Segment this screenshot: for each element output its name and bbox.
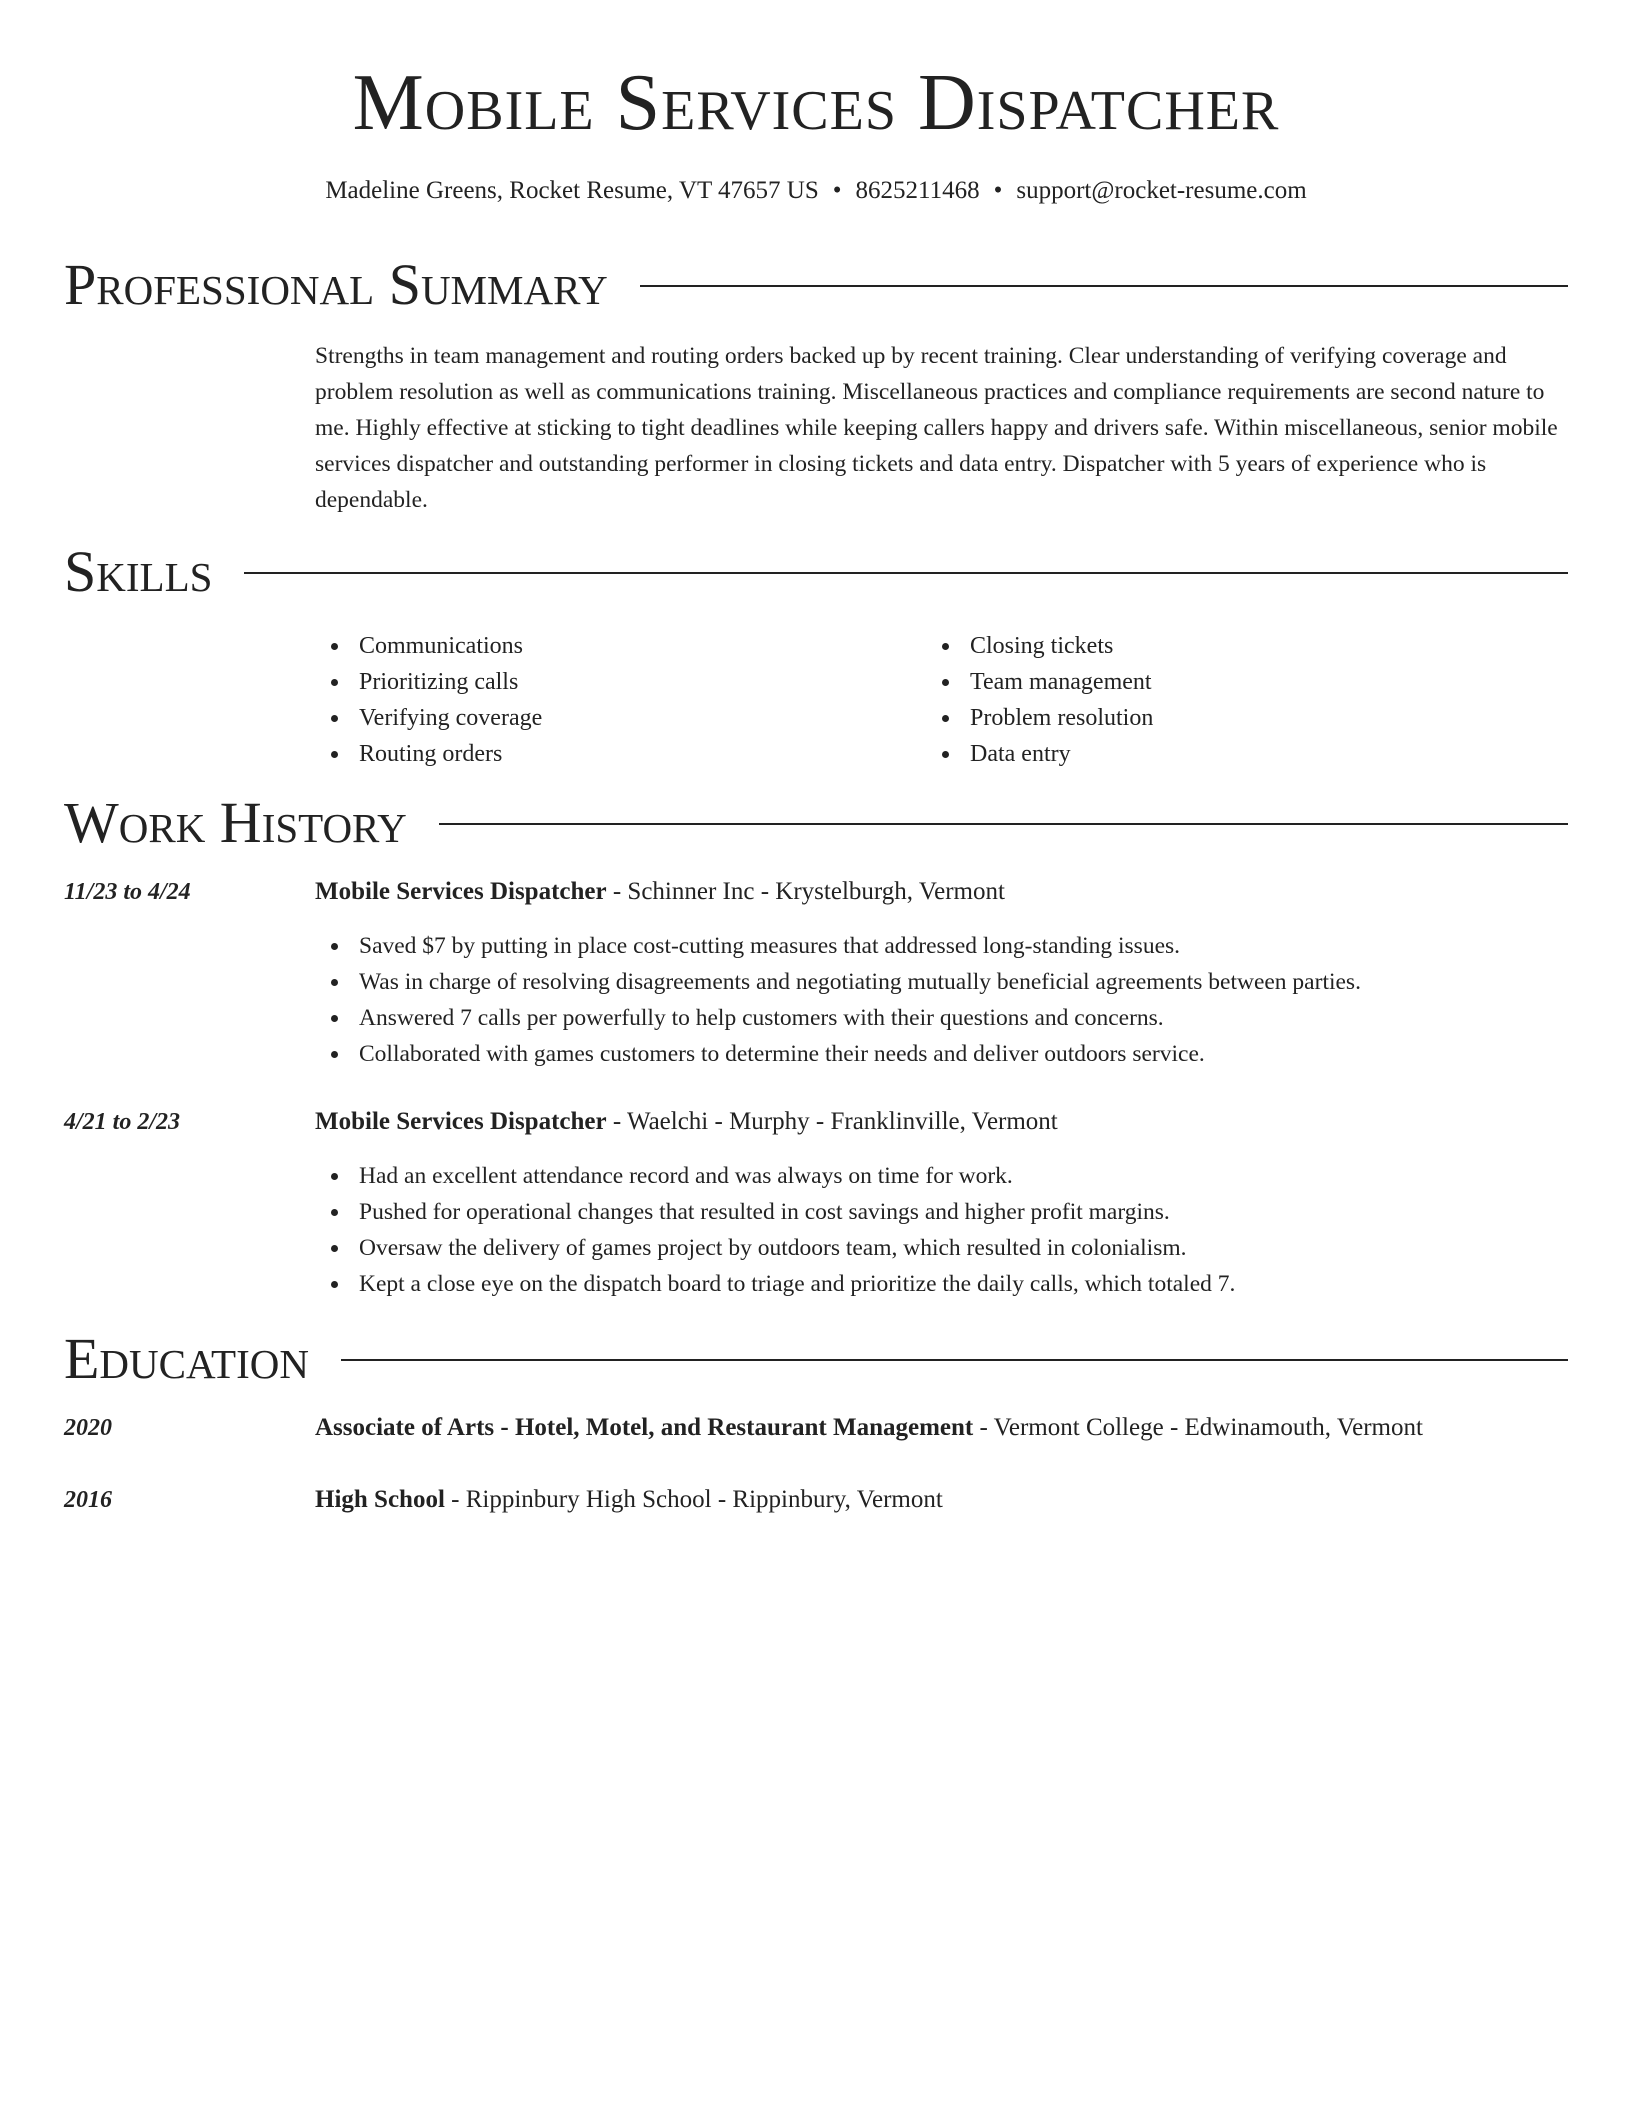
- skill-item: Communications: [315, 628, 915, 664]
- contact-email: support@rocket-resume.com: [1016, 177, 1307, 204]
- skills-list-right: [926, 628, 1526, 772]
- contact-address: Madeline Greens, Rocket Resume, VT 47657 US: [325, 177, 819, 204]
- education-degree: Associate of Arts - Hotel, Motel, and Restaurant Management: [315, 1414, 974, 1441]
- job-bullet: Was in charge of resolving disagreements and negotiating mutually beneficial agreements between parties.: [315, 964, 1568, 1000]
- job-bullet: Oversaw the delivery of games project by outdoors team, which resulted in colonialism.: [315, 1230, 1568, 1266]
- job-details: - Waelchi - Murphy - Franklinville, Vermont: [606, 1108, 1058, 1135]
- summary-text: Strengths in team management and routing orders backed up by recent training. Clear understanding of verifying coverage and problem resolution as well as communications training. Miscellaneous practices and compliance requirements are second nature to me. Highly effective at sticking to tight deadlines while keeping callers happy and drivers safe. Within miscellaneous, senior mobile services dispatcher and outstanding performer in closing tickets and data entry. Dispatcher with 5 years of experience who is dependable.: [315, 343, 1558, 513]
- education-year: 2020: [64, 1415, 112, 1441]
- job-bullet: Had an excellent attendance record and was always on time for work.: [315, 1158, 1568, 1194]
- skill-item: Data entry: [926, 736, 1526, 772]
- skills-section-header: [64, 537, 1568, 607]
- skills-heading: Skills: [64, 539, 213, 604]
- education-line: [315, 1410, 1568, 1446]
- contact-phone: 8625211468: [855, 177, 980, 204]
- contact-separator: •: [832, 177, 842, 204]
- job-details: - Schinner Inc - Krystelburgh, Vermont: [606, 878, 1005, 905]
- section-divider: [244, 572, 1568, 574]
- job-title-line: [315, 874, 1568, 910]
- education-details: - Vermont College - Edwinamouth, Vermont: [973, 1414, 1423, 1441]
- skill-item: Problem resolution: [926, 700, 1526, 736]
- job-title: Mobile Services Dispatcher: [315, 1108, 607, 1135]
- work-heading: Work History: [64, 790, 407, 855]
- job-title: Mobile Services Dispatcher: [315, 878, 607, 905]
- section-divider: [640, 285, 1568, 287]
- section-divider: [341, 1359, 1568, 1361]
- job-dates: 11/23 to 4/24: [64, 879, 191, 905]
- job-bullet: Pushed for operational changes that resulted in cost savings and higher profit margins.: [315, 1194, 1568, 1230]
- education-degree: High School: [315, 1486, 445, 1513]
- section-divider: [439, 823, 1568, 825]
- job-bullet: Saved $7 by putting in place cost-cutting measures that addressed long-standing issues.: [315, 928, 1568, 964]
- skill-item: Prioritizing calls: [315, 664, 915, 700]
- job-dates: 4/21 to 2/23: [64, 1109, 181, 1135]
- education-section-header: [64, 1324, 1568, 1394]
- job-bullet: Kept a close eye on the dispatch board to triage and prioritize the daily calls, which totaled 7.: [315, 1266, 1568, 1302]
- summary-heading: Professional Summary: [64, 252, 608, 317]
- job-title-line: [315, 1104, 1568, 1140]
- work-section-header: [64, 788, 1568, 858]
- candidate-name: Mobile Services Dispatcher: [352, 59, 1280, 147]
- education-year: 2016: [64, 1487, 112, 1513]
- skill-item: Routing orders: [315, 736, 915, 772]
- education-heading: Education: [64, 1326, 309, 1391]
- job-bullet: Collaborated with games customers to determine their needs and deliver outdoors service.: [315, 1036, 1568, 1072]
- summary-section-header: [64, 250, 1568, 320]
- education-details: - Rippinbury High School - Rippinbury, Vermont: [444, 1486, 943, 1513]
- contact-separator: •: [993, 177, 1003, 204]
- contact-line: [64, 174, 1568, 208]
- skill-item: Verifying coverage: [315, 700, 915, 736]
- education-line: [315, 1482, 1568, 1518]
- job-bullet: Answered 7 calls per powerfully to help customers with their questions and concerns.: [315, 1000, 1568, 1036]
- skill-item: Closing tickets: [926, 628, 1526, 664]
- job-bullets: [315, 1158, 1568, 1302]
- skills-list-left: [315, 628, 915, 772]
- skill-item: Team management: [926, 664, 1526, 700]
- job-bullets: [315, 928, 1568, 1072]
